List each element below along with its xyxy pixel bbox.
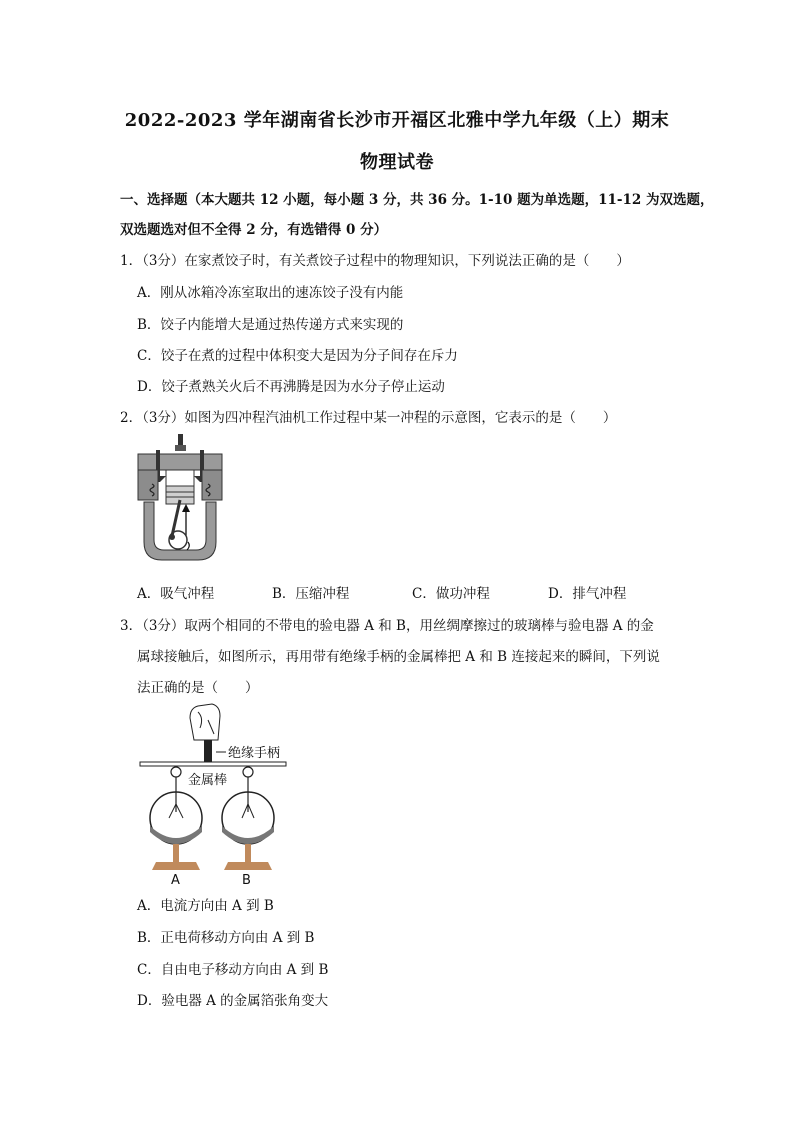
question-3-option-d: D．验电器 A 的金属箔张角变大: [137, 993, 329, 1009]
question-2-option-d: D．排气冲程: [548, 586, 627, 602]
question-2-option-a: A．吸气冲程: [137, 586, 215, 602]
label-electroscope-a: A: [171, 873, 180, 888]
question-2-stem: 2．（3分）如图为四冲程汽油机工作过程中某一冲程的示意图，它表示的是（ ）: [120, 410, 617, 426]
question-3-stem-line2: 属球接触后，如图所示，再用带有绝缘手柄的金属棒把 A 和 B 连接起来的瞬间，下列说: [137, 649, 660, 665]
question-1-option-b: B．饺子内能增大是通过热传递方式来实现的: [137, 317, 404, 333]
section-heading-line1: 一、选择题（本大题共 12 小题，每小题 3 分，共 36 分。1-10 题为单选题，11-12 为双选题，: [120, 192, 714, 208]
question-3-option-c: C．自由电子移动方向由 A 到 B: [137, 962, 329, 978]
question-1-option-d: D．饺子煮熟关火后不再沸腾是因为水分子停止运动: [137, 379, 445, 395]
label-metal-rod: 金属棒: [188, 773, 228, 788]
question-3-stem-line1: 3．（3分）取两个相同的不带电的验电器 A 和 B，用丝绸摩擦过的玻璃棒与验电器 A 的金: [120, 618, 654, 634]
question-2-option-c: C．做功冲程: [412, 586, 490, 602]
engine-diagram: [130, 432, 230, 568]
question-3-option-a: A．电流方向由 A 到 B: [137, 898, 274, 914]
label-insulated-handle: 绝缘手柄: [228, 746, 281, 761]
page-title-line2: 物理试卷: [360, 152, 434, 173]
page-title-line1: 2022-2023 学年湖南省长沙市开福区北雅中学九年级（上）期末: [124, 110, 670, 131]
question-1-option-c: C．饺子在煮的过程中体积变大是因为分子间存在斥力: [137, 348, 458, 364]
question-3-stem-line3: 法正确的是（ ）: [137, 680, 259, 696]
question-2-option-b: B．压缩冲程: [272, 586, 350, 602]
question-1-option-a: A．刚从冰箱冷冻室取出的速冻饺子没有内能: [137, 285, 404, 301]
question-1-stem: 1．（3分）在家煮饺子时，有关煮饺子过程中的物理知识，下列说法正确的是（ ）: [120, 253, 630, 269]
electroscope-diagram: [138, 700, 298, 888]
section-heading-line2: 双选题选对但不全得 2 分，有选错得 0 分）: [120, 222, 388, 238]
question-3-option-b: B．正电荷移动方向由 A 到 B: [137, 930, 315, 946]
label-electroscope-b: B: [242, 873, 251, 888]
